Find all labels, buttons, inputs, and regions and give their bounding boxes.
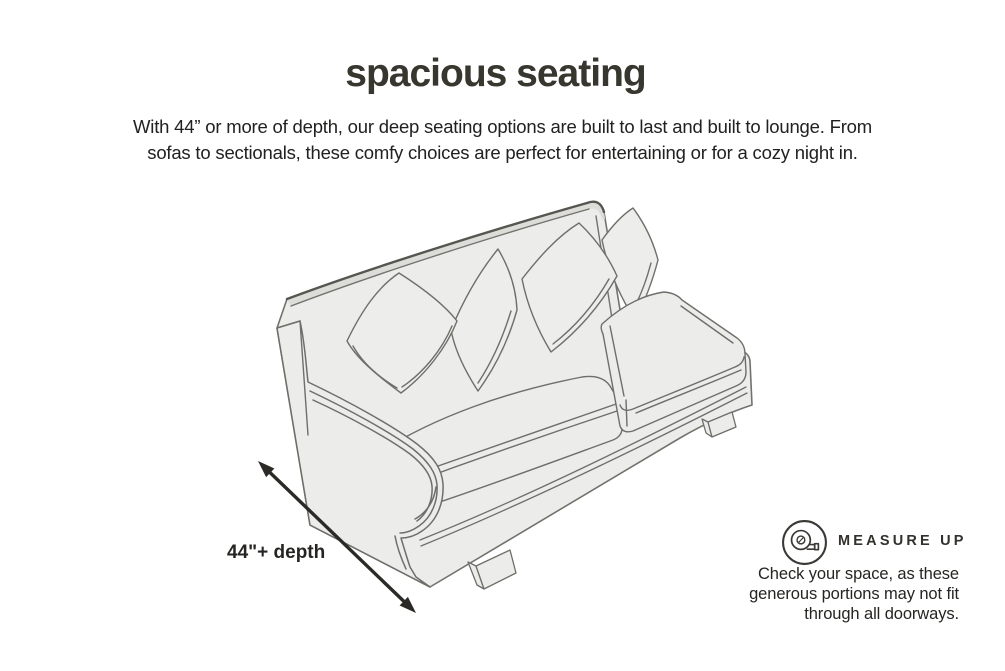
measure-up-note [659, 564, 959, 624]
measure-note-line-3: through all doorways. [804, 605, 959, 623]
intro-line-2: sofas to sectionals, these comfy choices are perfect for entertaining or for a cozy night in. [147, 142, 858, 163]
measure-note-line-2: generous portions may not fit [749, 585, 959, 603]
dimension-arrow-icon [246, 449, 428, 625]
page-title: spacious seating [345, 52, 646, 95]
tape-measure-icon [780, 518, 829, 567]
measure-note-line-1: Check your space, as these [757, 565, 959, 583]
intro-paragraph [0, 114, 1005, 166]
measure-up-title: MEASURE UP [838, 533, 967, 549]
dimension-label: 44"+ depth [227, 542, 326, 563]
intro-line-1: With 44” or more of depth, our deep seating options are built to last and built to lounge. From [133, 116, 872, 137]
